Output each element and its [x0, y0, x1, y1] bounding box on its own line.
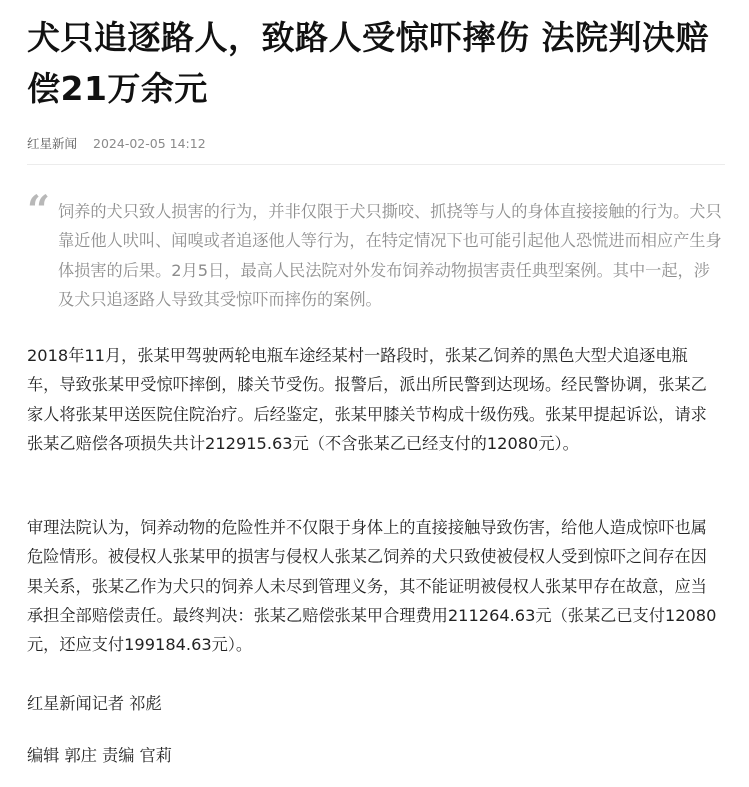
lead-quote [27, 187, 725, 314]
lead-text: 饲养的犬只致人损害的行为，并非仅限于犬只撕咬、抓挠等与人的身体直接接触的行为。犬只靠近他人吠叫、闻嗅或者追逐他人等行为，在特定情况下也可能引起他人恐慌进而相应产生身体损害的后果。2月5日，最高人民法院对外发布饲养动物损害责任典型案例。其中一起，涉及犬只追逐路人导致其受惊吓而摔伤的案例。 [58, 202, 722, 309]
quote-mark-icon: “ [27, 187, 51, 234]
editor-credits: 编辑 郭庄 责编 官莉 [27, 746, 172, 765]
publish-date: 2024-02-05 14:12 [93, 136, 206, 151]
body-paragraph-1: 2018年11月，张某甲驾驶两轮电瓶车途经某村一路段时，张某乙饲养的黑色大型犬追逐电瓶车，导致张某甲受惊吓摔倒，膝关节受伤。报警后，派出所民警到达现场。经民警协调，张某乙家人将张某甲送医院住院治疗。后经鉴定，张某甲膝关节构成十级伤残。张某甲提起诉讼，请求张某乙赔偿各项损失共计212915.63元（不含张某乙已经支付的12080元）。 [27, 346, 707, 453]
divider [27, 164, 725, 165]
source-link[interactable]: 红星新闻 [27, 136, 78, 151]
body-paragraph-2: 审理法院认为，饲养动物的危险性并不仅限于身体上的直接接触导致伤害，给他人造成惊吓也属危险情形。被侵权人张某甲的损害与侵权人张某乙饲养的犬只致使被侵权人受到惊吓之间存在因果关系，张某乙作为犬只的饲养人未尽到管理义务，其不能证明被侵权人张某甲存在故意，应当承担全部赔偿责任。最终判决：张某乙赔偿张某甲合理费用211264.63元（张某乙已支付12080元，还应支付199184.63元）。 [27, 518, 717, 655]
article-meta [27, 136, 206, 152]
reporter-byline: 红星新闻记者 祁彪 [27, 694, 162, 713]
article-title: 犬只追逐路人，致路人受惊吓摔伤 法院判决赔偿21万余元 [27, 18, 709, 108]
